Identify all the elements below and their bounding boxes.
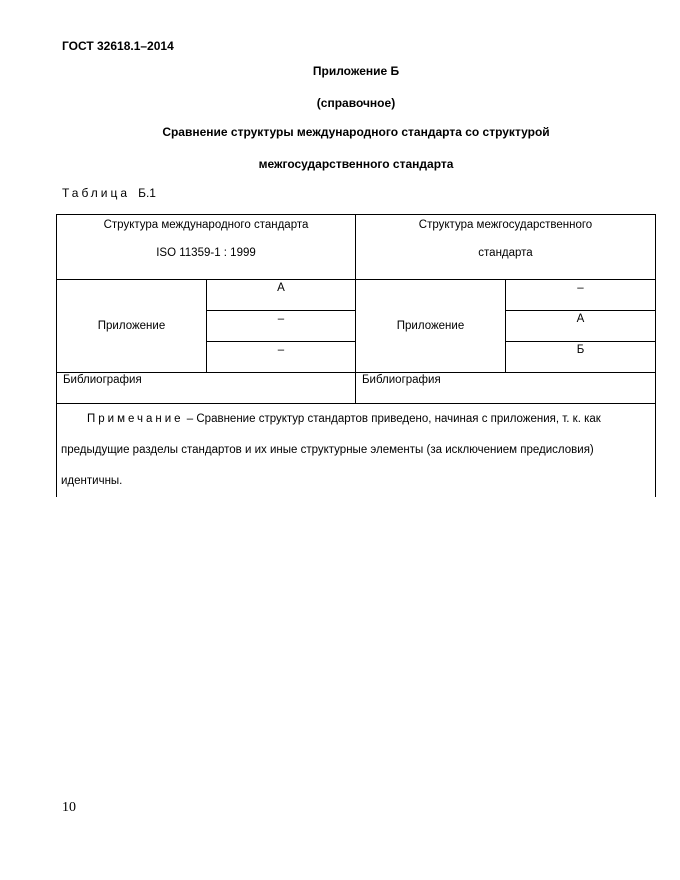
appendix-type: (справочное) [316, 96, 396, 110]
appendix-title: Приложение Б [312, 64, 400, 78]
left-group-label: Приложение [57, 280, 207, 373]
left-value-cell [207, 342, 356, 373]
col2-header-line2: стандарта [478, 247, 533, 259]
left-value: А [277, 282, 285, 294]
note-prefix: Примечание [87, 413, 184, 425]
left-value-cell [207, 311, 356, 342]
right-value-cell [506, 311, 656, 342]
right-value-cell [506, 342, 656, 373]
right-value-cell [506, 280, 656, 311]
table-label-prefix: Таблица [62, 186, 131, 200]
right-group-label: Приложение [356, 280, 506, 373]
appendix-heading-line2: межгосударственного стандарта [258, 157, 454, 171]
right-value: А [576, 313, 585, 325]
table-label-number: Б.1 [138, 186, 156, 200]
left-value: – [277, 313, 285, 325]
left-bibliography [57, 373, 356, 404]
right-bibliography [356, 373, 656, 404]
col1-header [57, 215, 356, 280]
right-value: – [577, 282, 584, 294]
standard-code: ГОСТ 32618.1–2014 [62, 39, 174, 53]
right-bibliography-label: Библиография [362, 374, 441, 386]
col1-header-line1: Структура международного стандарта [103, 219, 309, 231]
col2-header-line1: Структура межгосударственного [418, 219, 593, 231]
table-note [57, 404, 655, 497]
right-value: Б [576, 344, 585, 356]
note-row [57, 404, 656, 498]
note-text: – Сравнение структур стандартов приведено, начиная с приложения, т. к. как предыдущие разделы стандартов и их иные структурные элементы (за исключением предисловия) идентичны. [61, 413, 601, 487]
comparison-table [56, 214, 656, 497]
left-value-cell [207, 280, 356, 311]
page-number: 10 [62, 800, 76, 815]
bibliography-row [57, 373, 656, 404]
note-cell [57, 404, 656, 498]
table-label [62, 186, 156, 200]
table-header-row [57, 215, 656, 280]
left-value: – [277, 344, 285, 356]
col1-header-line2: ISO 11359-1 : 1999 [156, 247, 256, 259]
left-bibliography-label: Библиография [63, 374, 142, 386]
table-row [57, 280, 656, 311]
col2-header [356, 215, 656, 280]
appendix-heading-line1: Сравнение структуры международного стандарта со структурой [162, 125, 550, 139]
